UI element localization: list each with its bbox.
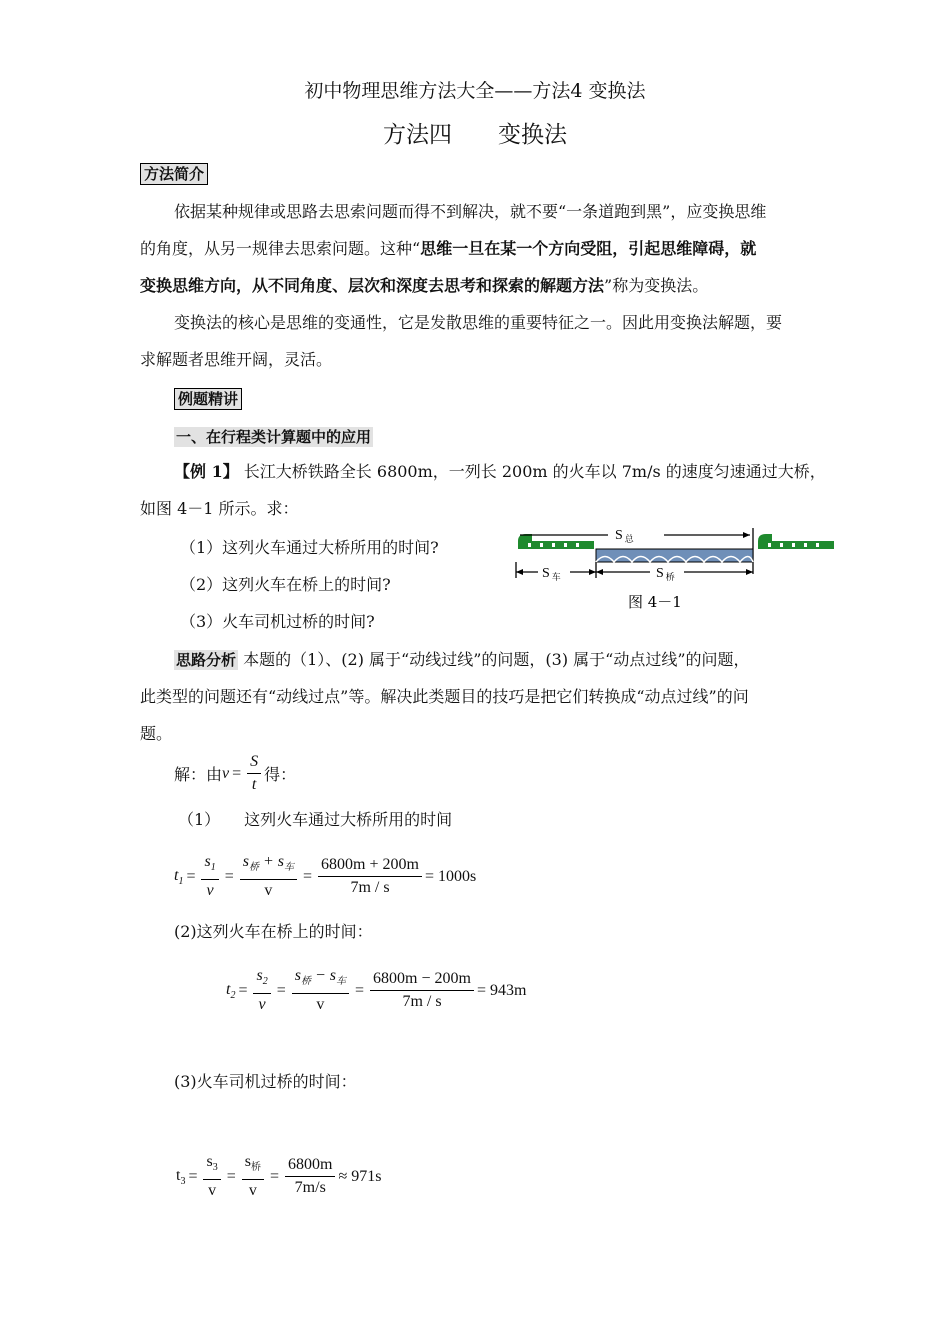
result-t3: ≈ 971s xyxy=(338,1167,382,1185)
label-s-car: S $_车$ xyxy=(542,566,561,582)
intro-section-label xyxy=(140,163,208,184)
example1-text: 长江大桥铁路全长 6800m，一列长 200m 的火车以 7m/s 的速度匀速通过大桥， xyxy=(238,462,826,481)
figure-caption: 图 4－1 xyxy=(628,593,682,611)
equation-t2: $t_2$ = $\frac{s_2}{v}$ = $\frac{s_桥 - s_车}{v}$ = $\frac{6800m - 200m}{7m / s}$ = 943m xyxy=(226,967,527,1013)
solution-step-3: (3)火车司机过桥的时间： xyxy=(174,1072,357,1091)
solution-prefix: 解：由 xyxy=(174,767,223,784)
section-heading-text: 一、在行程类计算题中的应用 xyxy=(176,428,372,446)
intro-bold-text: 思维一旦在某一个方向受阻，引起思维障碍，就 xyxy=(420,239,757,258)
example1-line xyxy=(174,463,826,481)
fraction-sum-over-v: $\frac{s_桥 + s_车}{v}$ xyxy=(240,853,297,900)
fraction-values-t1: $\frac{6800m + 200m}{7m / s}$ xyxy=(318,856,422,897)
fraction-sbridge-over-v: $\frac{s_桥}{v}$ xyxy=(242,1153,264,1200)
var-t3: $t_3$ xyxy=(176,1166,186,1187)
train-left xyxy=(518,534,594,549)
intro-label: 方法简介 xyxy=(140,163,208,185)
analysis-line xyxy=(174,651,750,669)
figure-train-bridge xyxy=(512,522,842,614)
section-heading xyxy=(174,426,373,447)
fraction-values-t2: $\frac{6800m - 200m}{7m / s}$ xyxy=(370,970,474,1011)
train-right xyxy=(758,534,834,549)
fraction-s1-over-v: $\frac{s_1}{v}$ xyxy=(201,853,218,900)
fraction-s3-over-v: $\frac{s_3}{v}$ xyxy=(203,1153,220,1200)
label-s-total: S $_总$ xyxy=(615,528,634,544)
result-t2: = 943m xyxy=(476,981,527,999)
solution-suffix: 得： xyxy=(264,767,297,784)
equals-sign: = xyxy=(232,764,242,782)
example1-line: 如图 4－1 所示。求： xyxy=(140,499,299,518)
fraction-values-t3: $\frac{6800m}{7m/s}$ xyxy=(285,1156,335,1197)
equation-t1: $t_1$ = $\frac{s_1}{v}$ = $\frac{s_桥 + s_车}{v}$ = $\frac{6800m + 200m}{7m / s}$ = 1000s xyxy=(174,853,477,899)
question-1: （1）这列火车通过大桥所用的时间? xyxy=(180,538,439,557)
label-s-bridge: S $_桥$ xyxy=(656,566,675,582)
solution-step-1: （1） 这列火车通过大桥所用的时间 xyxy=(178,810,453,829)
solution-formula-line xyxy=(174,753,296,794)
analysis-text: 本题的（1）、(2) 属于“动线过线”的问题，(3) 属于“动点过线”的问题， xyxy=(238,650,750,669)
intro-paragraph-line xyxy=(140,277,708,295)
analysis-line: 题。 xyxy=(140,724,173,743)
example-section-label xyxy=(174,388,242,409)
fraction-s-over-t xyxy=(247,753,261,794)
example1-label: 【例 1】 xyxy=(174,462,239,481)
equation-t3: $t_3$ = $\frac{s_3}{v}$ = $\frac{s_桥}{v}$ = $\frac{6800m}{7m/s}$ ≈ 971s xyxy=(176,1153,382,1199)
document-subtitle: 方法四 变换法 xyxy=(383,122,567,148)
document-title: 初中物理思维方法大全——方法4 变换法 xyxy=(304,80,646,102)
bridge xyxy=(596,549,753,562)
numerator: S xyxy=(247,753,261,774)
fraction-s2-over-v: $\frac{s_2}{v}$ xyxy=(253,967,270,1014)
var-v: v xyxy=(222,764,230,782)
var-t2: $t_2$ xyxy=(226,980,236,1001)
fraction-diff-over-v: $\frac{s_桥 - s_车}{v}$ xyxy=(292,967,349,1014)
intro-paragraph-line: 求解题者思维开阔，灵活。 xyxy=(140,350,333,369)
analysis-line: 此类型的问题还有“动线过点”等。解决此类题目的技巧是把它们转换成“动点过线”的问 xyxy=(140,687,749,706)
question-2: （2）这列火车在桥上的时间? xyxy=(180,575,391,594)
intro-paragraph-line xyxy=(140,240,756,258)
question-3: （3）火车司机过桥的时间? xyxy=(180,612,375,631)
analysis-label: 思路分析 xyxy=(176,651,237,669)
intro-text: 的角度，从另一规律去思索问题。这种“ xyxy=(140,239,421,258)
intro-paragraph-line: 变换法的核心是思维的变通性，它是发散思维的重要特征之一。因此用变换法解题，要 xyxy=(174,313,783,332)
intro-text: ”称为变换法。 xyxy=(604,276,709,295)
var-t1: $t_1$ xyxy=(174,866,184,887)
solution-step-2: (2)这列火车在桥上的时间： xyxy=(174,922,373,941)
denominator: t xyxy=(251,776,257,793)
intro-paragraph-line: 依据某种规律或思路去思索问题而得不到解决，就不要“一条道跑到黑”，应变换思维 xyxy=(174,202,767,221)
intro-bold-text: 变换思维方向，从不同角度、层次和深度去思考和探索的解题方法 xyxy=(140,276,605,295)
result-t1: = 1000s xyxy=(424,867,477,885)
example-label: 例题精讲 xyxy=(174,388,242,410)
